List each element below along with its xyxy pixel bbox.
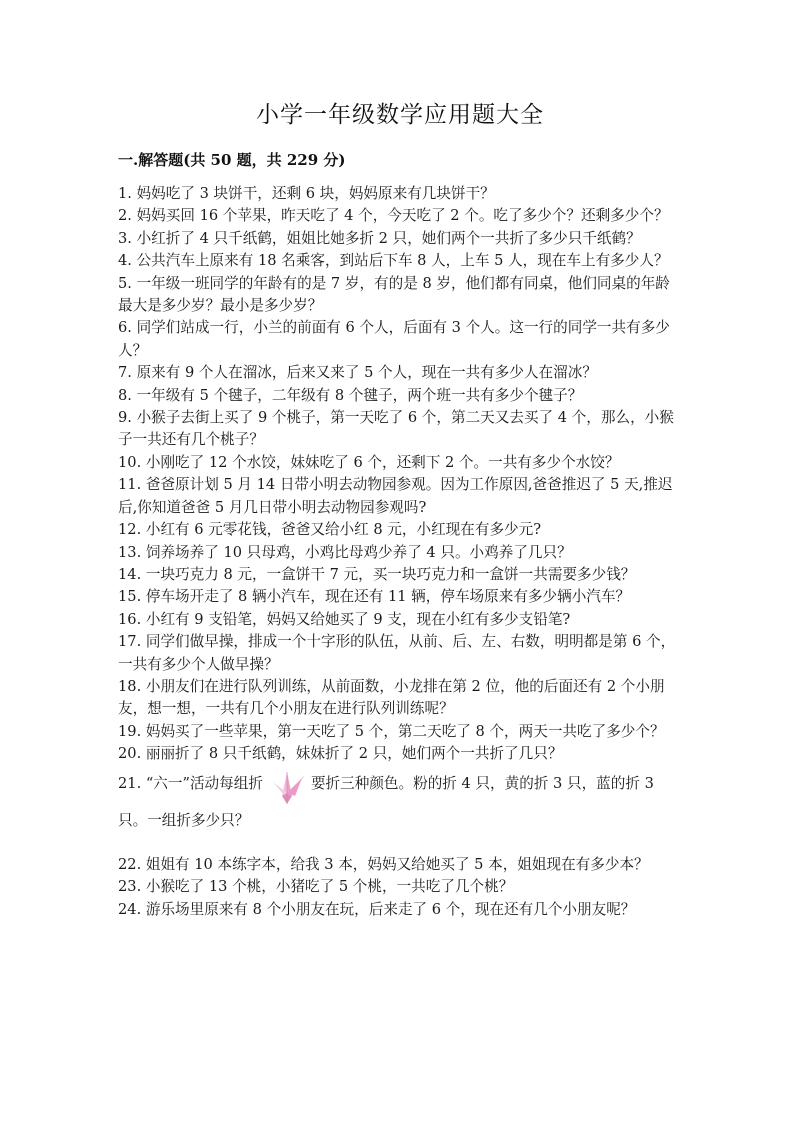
question-item: 20. 丽丽折了 8 只千纸鹤，妹妹折了 2 只，她们两个一共折了几只？ — [118, 745, 563, 763]
question-item: 8. 一年级有 5 个毽子，二年级有 8 个毽子，两个班一共有多少个毽子？ — [118, 386, 583, 404]
question-item: 4. 公共汽车上原来有 18 名乘客，到站后下车 8 人，上车 5 人，现在车上有多少人？ — [118, 252, 669, 270]
question-item: 1. 妈妈吃了 3 块饼干，还剩 6 块，妈妈原来有几块饼干？ — [118, 185, 495, 202]
question-item: 23. 小猴吃了 13 个桃，小猪吃了 5 个桃，一共吃了几个桃？ — [118, 878, 514, 896]
question-item: 16. 小红有 9 支铅笔，妈妈又给她买了 9 支，现在小红有多少支铅笔? — [118, 610, 571, 628]
question-item: 7. 原来有 9 个人在溜冰，后来又来了 5 个人，现在一共有多少人在溜冰？ — [118, 364, 597, 382]
section-heading: 一.解答题(共 50 题，共 229 分) — [118, 151, 346, 169]
question-item: 3. 小红折了 4 只千纸鹤，姐姐比她多折 2 只，她们两个一共折了多少只千纸鹤？ — [118, 229, 641, 247]
question-item: 11. 爸爸原计划 5 月 14 日带小明去动物园参观。因为工作原因,爸爸推迟了 5 天,推迟后,你知道爸爸 5 月几日带小明去动物园参观吗? — [118, 476, 673, 516]
question-item: 15. 停车场开走了 8 辆小汽车，现在还有 11 辆，停车场原来有多少辆小汽车？ — [118, 588, 631, 606]
question-item: 24. 游乐场里原来有 8 个小朋友在玩，后来走了 6 个，现在还有几个小朋友呢？ — [118, 900, 636, 918]
question-item: 5. 一年级一班同学的年龄有的是 7 岁，有的是 8 岁，他们都有同桌，他们同桌的年龄最大是多少岁？最小是多少岁？ — [118, 274, 670, 315]
page-title: 小学一年级数学应用题大全 — [256, 102, 544, 128]
question-item: 18. 小朋友们在进行队列训练，从前面数，小龙排在第 2 位，他的后面还有 2 个小朋友，想一想，一共有几个小朋友在进行队列训练呢？ — [118, 677, 665, 718]
question-item: 17. 同学们做早操，排成一个十字形的队伍，从前、后、左、右数，明明都是第 6 个，一共有多少个人做早操？ — [118, 633, 676, 673]
paper-crane-icon — [265, 766, 309, 810]
question-item: 22. 姐姐有 10 本练字本，给我 3 本，妈妈又给她买了 5 本，姐姐现在有多少本？ — [118, 855, 649, 873]
question-21-end: 要折三种颜色。粉的折 4 只，黄的折 3 只，蓝的折 3 只。一组折多少只？ — [118, 774, 654, 829]
question-item: 19. 妈妈买了一些苹果，第一天吃了 5 个，第二天吃了 8 个，两天一共吃了多少个？ — [118, 722, 665, 740]
question-list — [118, 183, 684, 921]
question-item: 13. 饲养场养了 10 只母鸡，小鸡比母鸡少养了 4 只。小鸡养了几只？ — [118, 543, 572, 561]
question-item: 2. 妈妈买回 16 个苹果，昨天吃了 4 个，今天吃了 2 个。吃了多少个？还剩多少个？ — [118, 207, 669, 225]
question-item: 10. 小刚吃了 12 个水饺，妹妹吃了 6 个，还剩下 2 个。一共有多少个水饺？ — [118, 453, 620, 471]
question-item: 9. 小猴子去街上买了 9 个桃子，第一天吃了 6 个，第二天又去买了 4 个，那么，小猴子一共还有几个桃子？ — [118, 409, 674, 449]
question-item: 6. 同学们站成一行，小兰的前面有 6 个人，后面有 3 个人。这一行的同学一共有多少人？ — [118, 319, 670, 359]
question-item: 14. 一块巧克力 8 元，一盒饼干 7 元，买一块巧克力和一盒饼一共需要多少钱？ — [118, 565, 636, 583]
question-item: 12. 小红有 6 元零花钱，爸爸又给小红 8 元，小红现在有多少元? — [118, 521, 542, 539]
question-21-start: 21. “六一”活动每组折 — [118, 774, 263, 792]
question-item-21 — [118, 766, 684, 832]
